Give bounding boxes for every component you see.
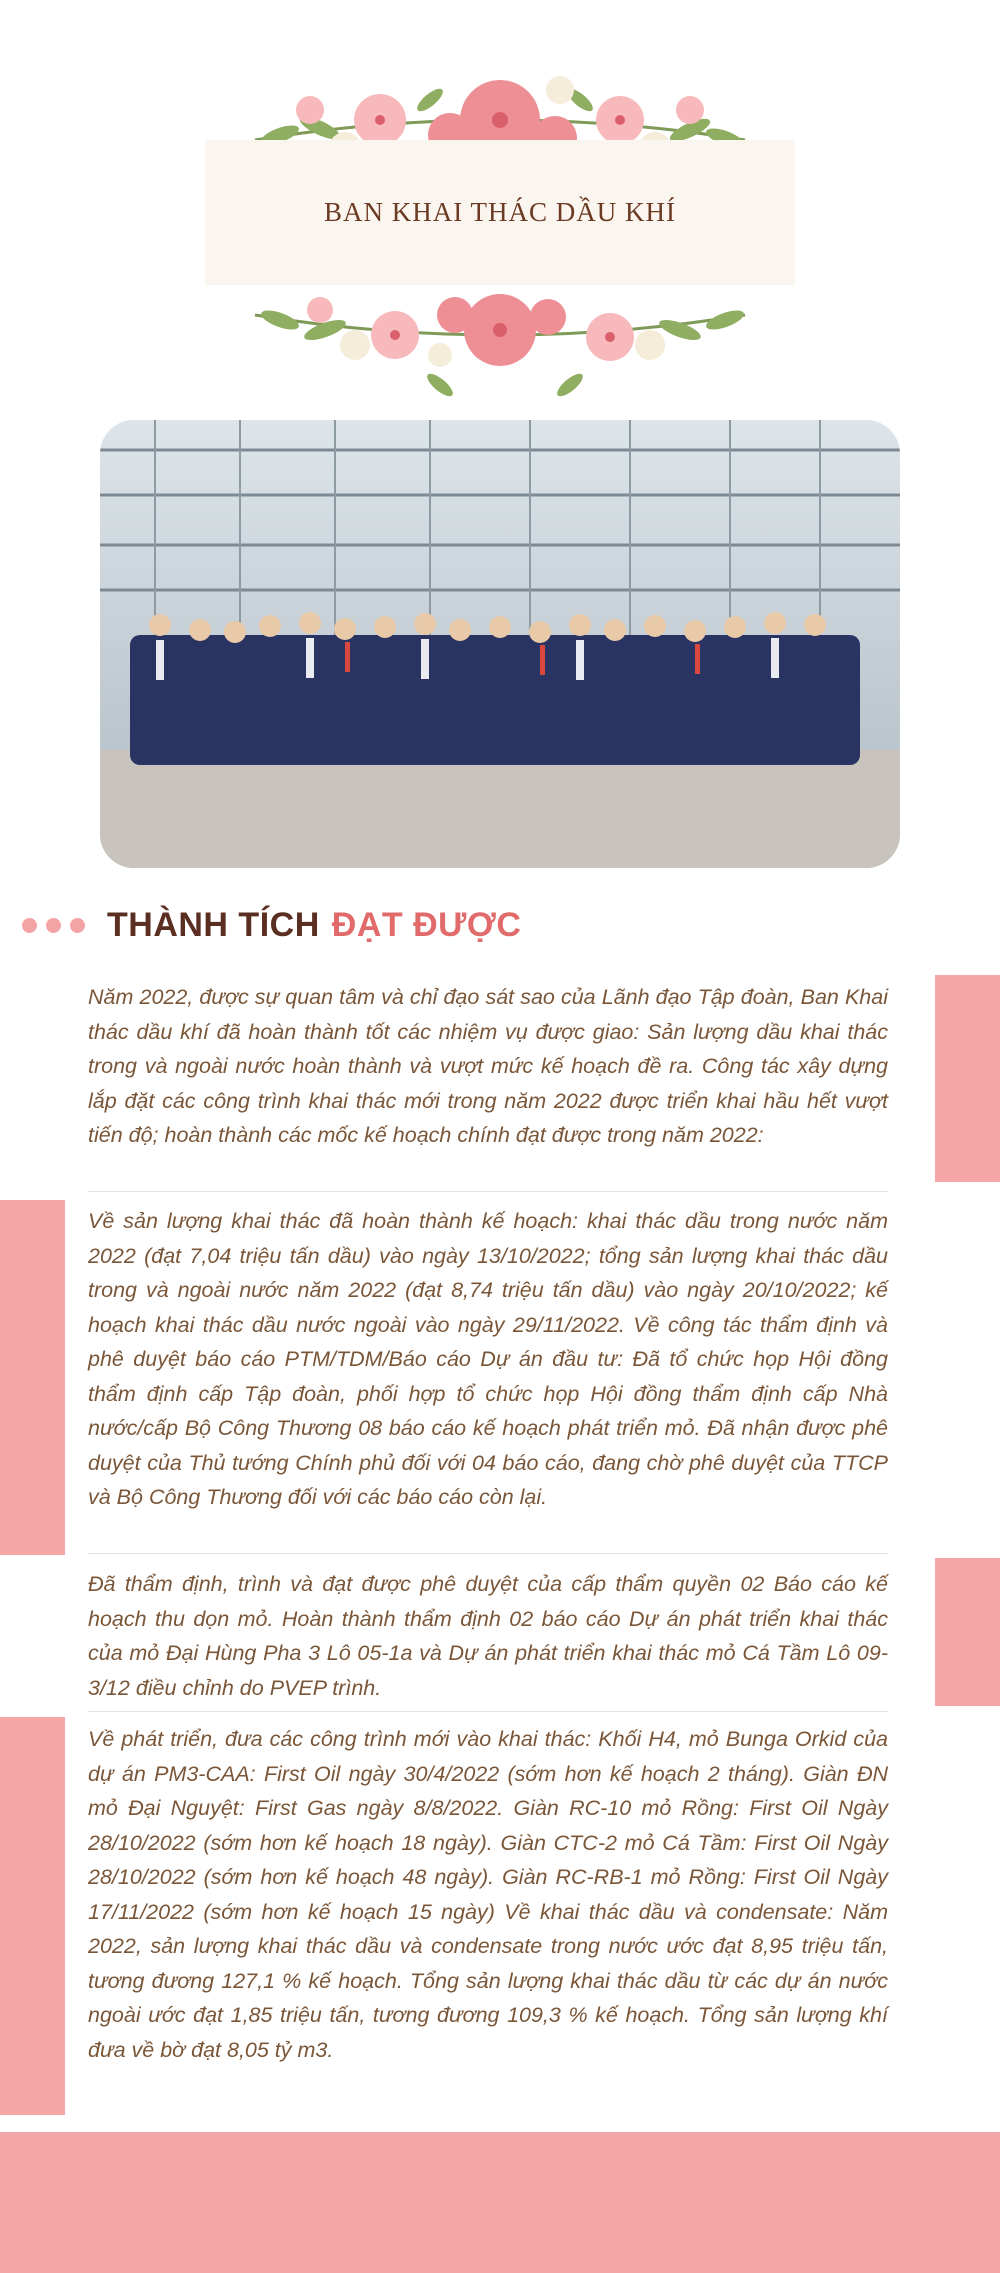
group-photo [100,420,900,868]
heading-part-2: ĐẠT ĐƯỢC [331,905,522,944]
accent-bar-right-1 [935,975,1000,1182]
divider-2 [88,1553,888,1554]
paragraph-4: Về phát triển, đưa các công trình mới vào khai thác: Khối H4, mỏ Bunga Orkid của dự án PM3-CAA: First Oil ngày 30/4/2022 (sớm hơn kế hoạch 2 tháng). Giàn ĐN mỏ Đại Nguyệt: First Gas ngày 8/8/2022. Giàn RC-10 mỏ Rồng: First Oil Ngày 28/10/2022 (sớm hơn kế hoạch 18 ngày). Giàn CTC-2 mỏ Cá Tầm: First Oil Ngày 28/10/2022 (sớm hơn kế hoạch 48 ngày). Giàn RC-RB-1 mỏ Rồng: First Oil Ngày 17/11/2022 (sớm hơn kế hoạch 15 ngày) Về khai thác dầu và condensate: Năm 2022, sản lượng khai thác dầu và condensate trong nước ước đạt 8,95 triệu tấn, tương đương 127,1 % kế hoạch. Tổng sản lượng khai thác dầu từ các dự án nước ngoài ước đạt 1,85 triệu tấn, tương đương 109,3 % kế hoạch. Tổng sản lượng khí đưa về bờ đạt 8,05 tỷ m3. [88,1727,888,2062]
decorative-dots [22,918,85,933]
accent-bar-left-2 [0,1717,65,2115]
footer-band [0,2132,1000,2273]
paragraph-2: Về sản lượng khai thác đã hoàn thành kế hoạch: khai thác dầu trong nước năm 2022 (đạt 7,04 triệu tấn dầu) vào ngày 13/10/2022; tổng sản lượng khai thác dầu trong và ngoài nước năm 2022 (đạt 8,74 triệu tấn dầu) vào ngày 20/10/2022; kế hoạch khai thác dầu nước ngoài vào ngày 29/11/2022. Về công tác thẩm định và phê duyệt báo cáo PTM/TDM/Báo cáo Dự án đầu tư: Đã tổ chức họp Hội đồng thẩm định cấp Tập đoàn, phối hợp tổ chức họp Hội đồng thẩm định cấp Nhà nước/cấp Bộ Công Thương 08 báo cáo kế hoạch phát triển mỏ. Đã nhận được phê duyệt của Thủ tướng Chính phủ đối với 04 báo cáo, đang chờ phê duyệt của TTCP và Bộ Công Thương đối với các báo cáo còn lại. [88,1209,888,1509]
accent-bar-left-1 [0,1200,65,1555]
divider-1 [88,1191,888,1192]
section-heading [22,900,521,950]
paragraph-3: Đã thẩm định, trình và đạt được phê duyệt của cấp thẩm quyền 02 Báo cáo kế hoạch thu dọn mỏ. Hoàn thành thẩm định 02 báo cáo Dự án phát triển khai thác của mỏ Đại Hùng Pha 3 Lô 05-1a và Dự án phát triển khai thác mỏ Cá Tầm Lô 09-3/12 điều chỉnh do PVEP trình. [88,1572,888,1700]
heading-part-1: THÀNH TÍCH [107,905,320,944]
title-box [205,140,795,285]
floral-garland-bottom [0,275,1000,415]
divider-3 [88,1711,888,1712]
page-title: BAN KHAI THÁC DẦU KHÍ [324,197,676,227]
paragraph-1: Năm 2022, được sự quan tâm và chỉ đạo sát sao của Lãnh đạo Tập đoàn, Ban Khai thác dầu khí đã hoàn thành tốt các nhiệm vụ được giao: Sản lượng dầu khai thác trong và ngoài nước hoàn thành và vượt mức kế hoạch đề ra. Công tác xây dựng lắp đặt các công trình khai thác mới trong năm 2022 được triển khai hầu hết vượt tiến độ; hoàn thành các mốc kế hoạch chính đạt được trong năm 2022: [88,985,888,1147]
accent-bar-right-2 [935,1558,1000,1706]
